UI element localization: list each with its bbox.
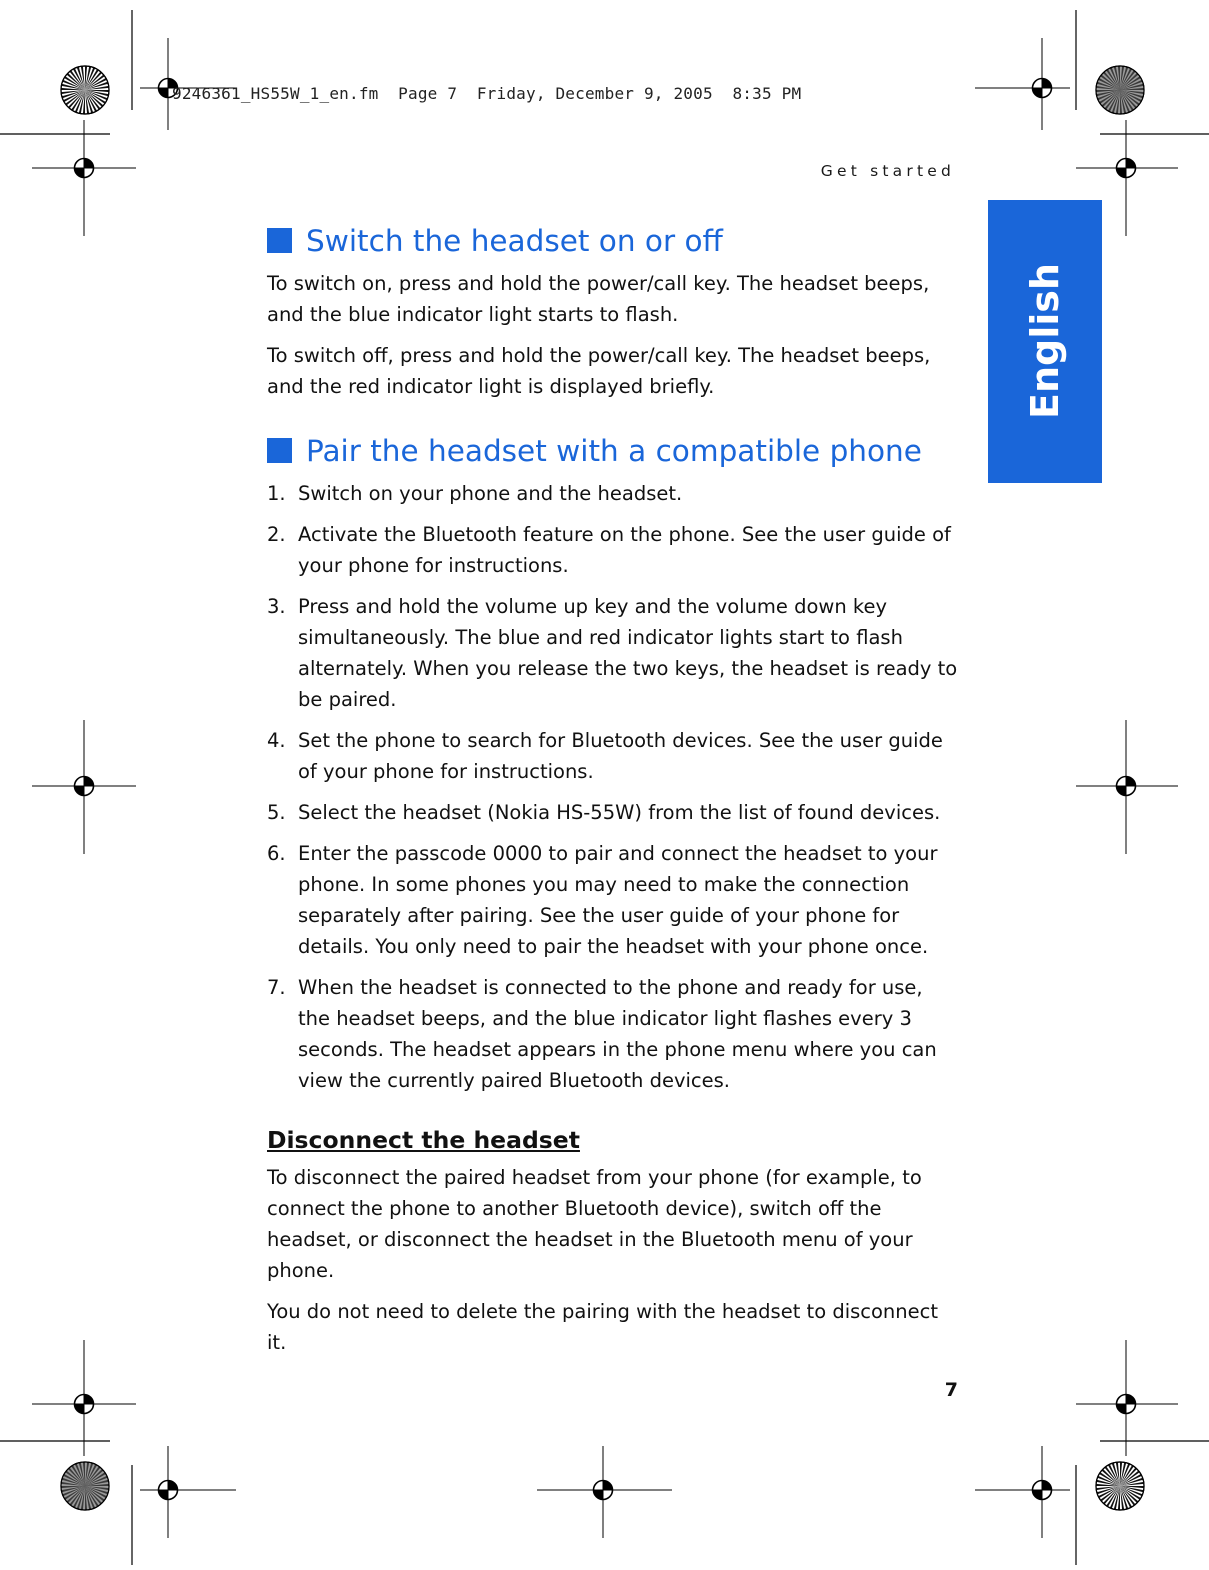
color-bar-burst-icon	[61, 1462, 109, 1510]
step-text: When the headset is connected to the phone and ready for use, the headset beeps, and the blue indicator light flashes every 3 seconds. The headset appears in the phone menu where you can view the currently paired Bluetooth devices.	[298, 976, 937, 1092]
registration-target-icon	[1117, 777, 1136, 796]
list-item	[267, 591, 960, 715]
registration-target-icon	[75, 159, 94, 178]
language-tab	[988, 200, 1102, 483]
list-item	[267, 478, 960, 509]
list-item	[267, 838, 960, 962]
step-number: 2.	[267, 523, 286, 546]
step-number: 3.	[267, 595, 286, 618]
color-bar-burst-icon	[1096, 1462, 1144, 1510]
step-number: 5.	[267, 801, 286, 824]
registration-target-icon	[594, 1481, 613, 1500]
registration-target-icon	[1033, 1481, 1052, 1500]
registration-target-icon	[1117, 1395, 1136, 1414]
step-text: Press and hold the volume up key and the volume down key simultaneously. The blue and red indicator lights start to flash alternately. When you release the two keys, the headset is ready to be paired.	[298, 595, 958, 711]
list-item	[267, 972, 960, 1096]
section-heading	[267, 430, 960, 472]
step-number: 6.	[267, 842, 286, 865]
list-item	[267, 519, 960, 581]
section-heading	[267, 220, 960, 262]
registration-target-icon	[75, 777, 94, 796]
list-item	[267, 797, 960, 828]
body-paragraph: To switch on, press and hold the power/call key. The headset beeps, and the blue indicator light starts to flash.	[267, 272, 930, 326]
body-paragraph: You do not need to delete the pairing with the headset to disconnect it.	[267, 1300, 939, 1354]
step-text: Enter the passcode 0000 to pair and connect the headset to your phone. In some phones you may need to make the connection separately after pairing. See the user guide of your phone for details. You only need to pair the headset with your phone once.	[298, 842, 938, 958]
step-text: Switch on your phone and the headset.	[298, 482, 683, 505]
body-paragraph: To switch off, press and hold the power/call key. The headset beeps, and the red indicator light is displayed briefly.	[267, 344, 931, 398]
list-item	[267, 725, 960, 787]
running-head: Get started	[820, 162, 955, 180]
language-tab-label: English	[1023, 263, 1067, 419]
subsection-heading: Disconnect the headset	[267, 1126, 580, 1154]
section-heading-text: Pair the headset with a compatible phone	[306, 434, 922, 468]
registration-target-icon	[75, 1395, 94, 1414]
page-content	[267, 220, 960, 1368]
step-number: 1.	[267, 482, 286, 505]
heading-square-icon	[267, 438, 292, 463]
color-bar-burst-icon	[1096, 66, 1144, 114]
color-bar-burst-icon	[61, 66, 109, 114]
registration-target-icon	[1033, 79, 1052, 98]
pairing-steps-list	[267, 478, 960, 1096]
step-text: Select the headset (Nokia HS-55W) from the list of found devices.	[298, 801, 941, 824]
step-text: Set the phone to search for Bluetooth devices. See the user guide of your phone for instructions.	[298, 729, 943, 783]
page-number: 7	[944, 1379, 958, 1401]
heading-square-icon	[267, 228, 292, 253]
file-info-header: 9246361_HS55W_1_en.fm Page 7 Friday, December 9, 2005 8:35 PM	[172, 84, 802, 103]
step-number: 7.	[267, 976, 286, 999]
step-text: Activate the Bluetooth feature on the phone. See the user guide of your phone for instructions.	[298, 523, 951, 577]
step-number: 4.	[267, 729, 286, 752]
section-heading-text: Switch the headset on or off	[306, 224, 723, 258]
registration-target-icon	[159, 1481, 178, 1500]
registration-target-icon	[1117, 159, 1136, 178]
body-paragraph: To disconnect the paired headset from your phone (for example, to connect the phone to another Bluetooth device), switch off the headset, or disconnect the headset in the Bluetooth menu of your phone.	[267, 1166, 922, 1282]
